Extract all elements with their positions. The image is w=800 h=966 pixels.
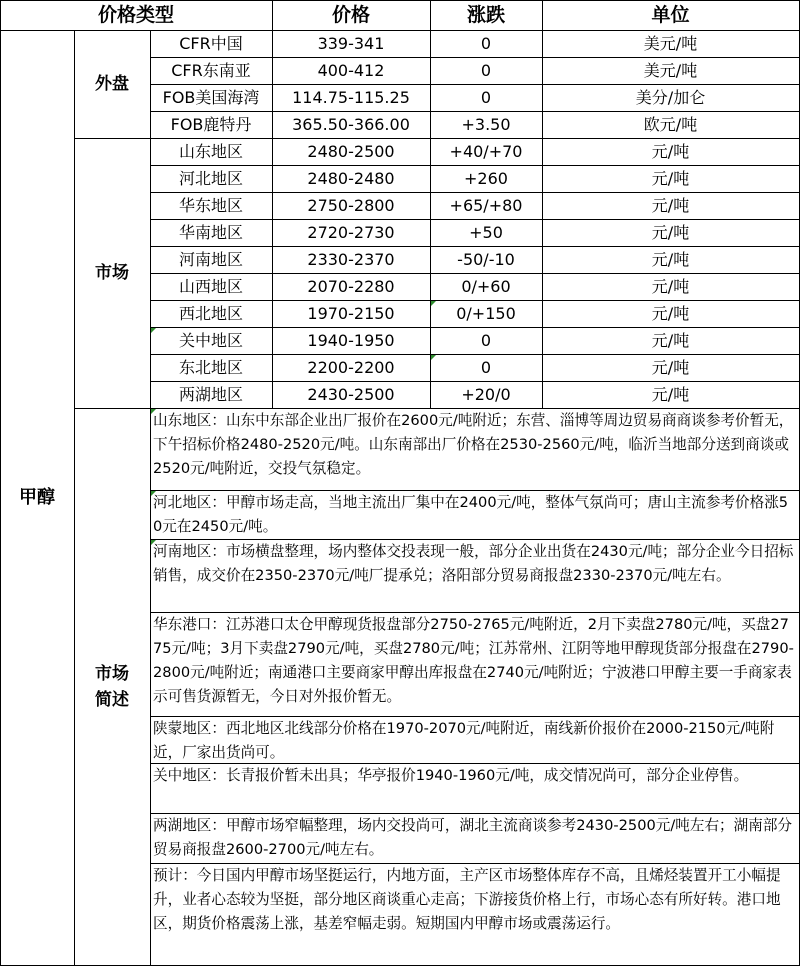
grid-line bbox=[150, 813, 799, 814]
market-row-price: 2480-2500 bbox=[307, 141, 395, 161]
market-row-change: 0/+60 bbox=[461, 276, 511, 296]
grid-line bbox=[150, 300, 799, 301]
grid-line bbox=[150, 219, 799, 220]
grid-line bbox=[0, 0, 1, 966]
grid-line bbox=[150, 165, 799, 166]
market-row-unit: 元/吨 bbox=[651, 141, 690, 161]
market-row-price: 2330-2370 bbox=[307, 249, 395, 269]
market-row-name: 两湖地区 bbox=[178, 384, 243, 404]
group-foreign: 外盘 bbox=[95, 74, 129, 94]
market-row-name: 华南地区 bbox=[178, 222, 243, 242]
market-row-unit: 元/吨 bbox=[651, 357, 690, 377]
grid-line bbox=[150, 327, 799, 328]
comment-marker-icon bbox=[151, 491, 156, 496]
market-row-unit: 元/吨 bbox=[651, 330, 690, 350]
foreign-row-unit: 美元/吨 bbox=[643, 60, 698, 80]
market-row-name: 山东地区 bbox=[178, 141, 243, 161]
foreign-row-change: 0 bbox=[480, 60, 492, 80]
summary-note: 山东地区：山东中东部企业出厂报价在2600元/吨附近；东营、淄博等周边贸易商商谈参考价暂无，下午招标价格2480-2520元/吨。山东南部出厂价格在2530-2560元/吨，临沂当地部分送到商谈或2520元/吨附近，交投气氛稳定。 bbox=[153, 412, 794, 477]
foreign-row-name: FOB鹿特丹 bbox=[170, 114, 252, 134]
group-summary-line2: 简述 bbox=[95, 689, 129, 710]
grid-line bbox=[150, 192, 799, 193]
grid-line bbox=[150, 490, 799, 491]
product-name: 甲醇 bbox=[19, 486, 55, 508]
summary-note: 河南地区：市场横盘整理，场内整体交投表现一般，部分企业出货在2430元/吨；部分企业今日招标销售，成交价在2350-2370元/吨厂提承兑；洛阳部分贸易商报盘2330-2370元/吨左右。 bbox=[153, 543, 794, 584]
foreign-row-price: 365.50-366.00 bbox=[292, 114, 410, 134]
grid-line bbox=[150, 863, 799, 864]
grid-line bbox=[0, 0, 800, 1]
market-row-price: 2430-2500 bbox=[307, 384, 395, 404]
market-row-change: +20/0 bbox=[461, 384, 511, 404]
market-row-unit: 元/吨 bbox=[651, 303, 690, 323]
grid-line bbox=[150, 273, 799, 274]
market-row-change: +260 bbox=[464, 168, 508, 188]
market-row-change: +50 bbox=[469, 222, 503, 242]
grid-line bbox=[150, 539, 799, 540]
market-row-price: 1940-1950 bbox=[307, 330, 395, 350]
foreign-row-unit: 美元/吨 bbox=[643, 33, 698, 53]
summary-note: 华东港口：江苏港口太仓甲醇现货报盘部分2750-2765元/吨附近，2月下卖盘2780元/吨，买盘2775元/吨；3月下卖盘2790元/吨，买盘2780元/吨；江苏常州、江阴等地甲醇现货部分报盘在2790-2800元/吨附近；南通港口主要商家甲醇出库报盘在2740元/吨附近；宁波港口甲醇主要一手商家表示可售货源暂无，今日对外报价暂无。 bbox=[153, 616, 794, 705]
grid-line bbox=[430, 0, 431, 408]
grid-line bbox=[150, 57, 799, 58]
group-summary bbox=[74, 408, 150, 965]
grid-line bbox=[74, 408, 799, 409]
market-row-price: 2070-2280 bbox=[307, 276, 395, 296]
grid-line bbox=[74, 30, 75, 965]
market-row-change: -50/-10 bbox=[457, 249, 515, 269]
summary-note: 关中地区：长青报价暂未出具；华亭报价1940-1960元/吨，成交情况尚可，部分企业停售。 bbox=[153, 767, 749, 784]
header-change: 涨跌 bbox=[466, 4, 505, 26]
market-row-unit: 元/吨 bbox=[651, 384, 690, 404]
market-row-unit: 元/吨 bbox=[651, 249, 690, 269]
grid-line bbox=[150, 612, 799, 613]
foreign-row-name: CFR东南亚 bbox=[171, 60, 251, 80]
market-row-name: 东北地区 bbox=[178, 357, 243, 377]
grid-line bbox=[74, 138, 799, 139]
market-row-name: 山西地区 bbox=[178, 276, 243, 296]
market-row-name: 河南地区 bbox=[178, 249, 243, 269]
market-row-price: 2720-2730 bbox=[307, 222, 395, 242]
foreign-row-price: 339-341 bbox=[317, 33, 385, 53]
comment-marker-icon bbox=[151, 540, 156, 545]
summary-note: 河北地区：甲醇市场走高，当地主流出厂集中在2400元/吨，整体气氛尚可；唐山主流参考价格涨50元在2450元/吨。 bbox=[153, 494, 789, 535]
foreign-row-price: 114.75-115.25 bbox=[292, 87, 410, 107]
header-category: 价格类型 bbox=[97, 4, 174, 26]
grid-line bbox=[150, 111, 799, 112]
comment-marker-icon bbox=[431, 355, 436, 360]
foreign-row-change: 0 bbox=[480, 87, 492, 107]
header-price: 价格 bbox=[331, 4, 370, 26]
market-row-unit: 元/吨 bbox=[651, 168, 690, 188]
foreign-row-change: +3.50 bbox=[461, 114, 511, 134]
summary-note: 陕蒙地区：西北地区北线部分价格在1970-2070元/吨附近，南线新价报价在2000-2150元/吨附近，厂家出货尚可。 bbox=[153, 720, 775, 761]
grid-line bbox=[0, 30, 800, 31]
grid-line bbox=[272, 0, 273, 408]
foreign-row-name: FOB美国海湾 bbox=[162, 87, 260, 107]
market-row-change: +65/+80 bbox=[449, 195, 523, 215]
market-row-change: 0 bbox=[480, 357, 492, 377]
grid-line bbox=[150, 763, 799, 764]
comment-marker-icon bbox=[151, 328, 156, 333]
foreign-row-name: CFR中国 bbox=[179, 33, 243, 53]
grid-line bbox=[150, 84, 799, 85]
grid-line bbox=[150, 716, 799, 717]
market-row-price: 1970-2150 bbox=[307, 303, 395, 323]
foreign-row-unit: 欧元/吨 bbox=[643, 114, 698, 134]
market-row-price: 2750-2800 bbox=[307, 195, 395, 215]
market-row-price: 2480-2480 bbox=[307, 168, 395, 188]
summary-note: 两湖地区：甲醇市场窄幅整理，场内交投尚可，湖北主流商谈参考2430-2500元/吨左右；湖南部分贸易商报盘2600-2700元/吨左右。 bbox=[153, 817, 793, 858]
market-row-change: 0/+150 bbox=[456, 303, 516, 323]
market-row-price: 2200-2200 bbox=[307, 357, 395, 377]
foreign-row-price: 400-412 bbox=[317, 60, 385, 80]
grid-line bbox=[150, 381, 799, 382]
foreign-row-change: 0 bbox=[480, 33, 492, 53]
grid-line bbox=[542, 0, 543, 408]
market-row-unit: 元/吨 bbox=[651, 276, 690, 296]
market-row-name: 华东地区 bbox=[178, 195, 243, 215]
foreign-row-unit: 美分/加仑 bbox=[635, 87, 706, 107]
summary-note: 预计：今日国内甲醇市场坚挺运行，内地方面，主产区市场整体库存不高，且烯烃装置开工小幅提升，业者心态较为坚挺，部分地区商谈重心走高；下游接货价格上行，市场心态有所好转。港口地区，期货价格震荡上涨，基差窄幅走弱。短期国内甲醇市场或震荡运行。 bbox=[153, 867, 781, 932]
comment-marker-icon bbox=[151, 409, 156, 414]
group-market: 市场 bbox=[95, 263, 129, 283]
market-row-unit: 元/吨 bbox=[651, 195, 690, 215]
market-row-name: 西北地区 bbox=[178, 303, 243, 323]
header-unit: 单位 bbox=[651, 4, 690, 26]
market-row-change: +40/+70 bbox=[449, 141, 523, 161]
market-row-name: 关中地区 bbox=[178, 330, 243, 350]
market-row-name: 河北地区 bbox=[178, 168, 243, 188]
grid-line bbox=[150, 30, 151, 965]
group-summary-line1: 市场 bbox=[95, 663, 129, 684]
grid-line bbox=[150, 246, 799, 247]
comment-marker-icon bbox=[431, 301, 436, 306]
market-row-change: 0 bbox=[480, 330, 492, 350]
market-row-unit: 元/吨 bbox=[651, 222, 690, 242]
grid-line bbox=[150, 354, 799, 355]
